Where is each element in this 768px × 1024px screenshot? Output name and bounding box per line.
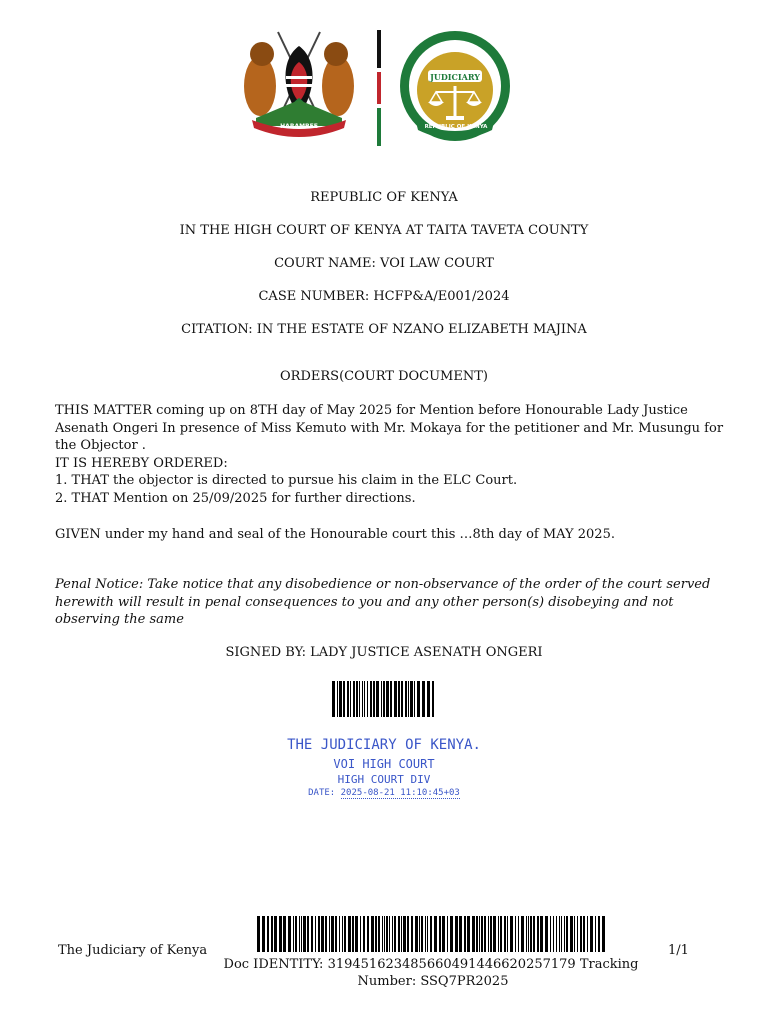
barcode-bar <box>318 916 320 952</box>
barcode-bar <box>526 916 527 952</box>
barcode-bar <box>311 916 313 952</box>
barcode-bar <box>427 681 430 717</box>
barcode-bar <box>362 681 363 717</box>
kenya-coat-of-arms-logo <box>238 28 360 138</box>
barcode-bar <box>545 916 548 952</box>
barcode-bar <box>394 916 396 952</box>
barcode-bar <box>394 681 397 717</box>
barcode-bar <box>389 916 390 952</box>
barcode-bar <box>533 916 535 952</box>
barcode-bar <box>447 916 448 952</box>
judiciary-seal-bottom-text: REPUBLIC OF KENYA <box>424 124 488 130</box>
barcode-bar <box>417 681 420 717</box>
barcode-bar <box>422 681 425 717</box>
barcode-bar <box>315 916 316 952</box>
barcode-bar <box>299 916 300 952</box>
barcode-bar <box>540 916 543 952</box>
stamp-line-division: HIGH COURT DIV <box>337 773 431 786</box>
barcode-bar <box>518 916 519 952</box>
barcode-bar <box>414 681 415 717</box>
barcode-bar <box>472 916 475 952</box>
barcode-bar <box>381 681 382 717</box>
barcode-bar <box>537 916 539 952</box>
barcode-bar <box>283 916 286 952</box>
barcode-bar <box>410 681 413 717</box>
barcode-bar <box>570 916 573 952</box>
barcode-bar <box>274 916 277 952</box>
barcode-bar <box>307 916 309 952</box>
judiciary-seal-top-text: JUDICIARY <box>430 72 480 82</box>
barcode-bar <box>455 916 458 952</box>
footer-page-number: 1/1 <box>668 943 689 958</box>
case-number-heading: CASE NUMBER: HCFP&A/E001/2024 <box>258 289 510 304</box>
barcode-bar <box>375 916 377 952</box>
barcode-bar <box>598 916 600 952</box>
barcode-bar <box>382 916 383 952</box>
barcode-bar <box>339 916 340 952</box>
barcode-bar <box>590 916 593 952</box>
barcode-bar <box>407 916 409 952</box>
barcode-bar <box>384 916 385 952</box>
barcode-bar <box>515 916 516 952</box>
barcode-bar <box>271 916 273 952</box>
barcode-bar <box>408 681 409 717</box>
barcode-bar <box>434 916 437 952</box>
order-item-2: 2. THAT Mention on 25/09/2025 for further directions. <box>55 490 416 506</box>
coat-of-arms-banner-text: HARAMBEE <box>280 123 318 130</box>
footer-tracking: Number: SSQ7PR2025 <box>357 974 509 989</box>
signed-by-line: SIGNED BY: LADY JUSTICE ASENATH ONGERI <box>225 645 543 660</box>
barcode-bar <box>295 916 297 952</box>
barcode-bar <box>370 681 372 717</box>
barcode-bar <box>403 916 406 952</box>
footer-doc-identity: Doc IDENTITY: 31945162348566049144662025​7179 Tracking <box>223 957 639 972</box>
barcode-bar <box>378 916 380 952</box>
barcode-bar <box>561 916 562 952</box>
barcode-bar <box>507 916 508 952</box>
barcode-bar <box>419 916 420 952</box>
barcode-bar <box>488 916 489 952</box>
barcode-bar <box>476 916 478 952</box>
republic-heading: REPUBLIC OF KENYA <box>310 190 458 205</box>
barcode-bar <box>602 916 605 952</box>
stamp-date <box>0 788 768 798</box>
barcode-bar <box>439 916 441 952</box>
barcode-bar <box>257 916 260 952</box>
barcode-bar <box>301 916 302 952</box>
orders-body <box>55 402 725 508</box>
barcode-bar <box>528 916 529 952</box>
barcode-bar <box>325 916 327 952</box>
barcode-bar <box>510 916 513 952</box>
barcode-bar <box>373 681 375 717</box>
barcode-bar <box>355 916 358 952</box>
barcode-bar <box>595 916 596 952</box>
barcode-bar <box>500 916 502 952</box>
barcode-bar <box>279 916 282 952</box>
barcode-bar <box>344 916 346 952</box>
barcode-bar <box>530 916 532 952</box>
stamp-line-judiciary: THE JUDICIARY OF KENYA. <box>287 737 481 753</box>
barcode-bar <box>335 916 337 952</box>
citation-heading: CITATION: IN THE ESTATE OF NZANO ELIZABETH MAJINA <box>181 322 587 337</box>
barcode-bar <box>303 916 306 952</box>
barcode-bar <box>339 681 342 717</box>
barcode-bar <box>556 916 557 952</box>
barcode-bar <box>564 916 565 952</box>
barcode-bar <box>363 916 365 952</box>
barcode-bar <box>350 681 351 717</box>
barcode-bar <box>386 916 388 952</box>
barcode-bar <box>267 916 269 952</box>
barcode-bar <box>348 916 351 952</box>
matter-paragraph: THIS MATTER coming up on 8TH day of May 2025 for Mention before Honourable Lady Justice Asenath Ongeri In presence of Miss Kemuto with Mr. Mokaya for the petitioner and Mr. Musungu for the Objector . <box>55 403 724 454</box>
document-type-heading: ORDERS(COURT DOCUMENT) <box>280 369 488 384</box>
barcode-bar <box>504 916 506 952</box>
barcode-bar <box>383 681 385 717</box>
signature-barcode <box>332 681 436 717</box>
barcode-bar <box>566 916 568 952</box>
barcode-bar <box>401 916 402 952</box>
barcode-bar <box>498 916 499 952</box>
barcode-bar <box>521 916 524 952</box>
footer-left-label: The Judiciary of Kenya <box>58 943 208 958</box>
barcode-bar <box>583 916 585 952</box>
barcode-bar <box>392 916 393 952</box>
barcode-bar <box>481 916 483 952</box>
court-name-heading: COURT NAME: VOI LAW COURT <box>274 256 494 271</box>
flag-divider <box>377 30 381 146</box>
barcode-bar <box>398 681 400 717</box>
barcode-bar <box>352 916 354 952</box>
barcode-bar <box>364 681 365 717</box>
barcode-bar <box>553 916 554 952</box>
barcode-bar <box>415 916 418 952</box>
penal-notice: Penal Notice: Take notice that any disobedience or non-observance of the order of the court served herewith will result in penal consequences to you and any other person(s) disobeying and not observing the same <box>55 577 711 628</box>
barcode-bar <box>288 916 291 952</box>
barcode-bar <box>321 916 324 952</box>
barcode-bar <box>262 916 265 952</box>
barcode-bar <box>442 916 445 952</box>
barcode-bar <box>467 916 470 952</box>
barcode-bar <box>332 681 335 717</box>
barcode-bar <box>577 916 578 952</box>
given-paragraph: GIVEN under my hand and seal of the Honourable court this …8th day of MAY 2025. <box>55 527 615 542</box>
barcode-bar <box>353 681 355 717</box>
stamp-line-court: VOI HIGH COURT <box>333 757 435 771</box>
ordered-line: IT IS HEREBY ORDERED: <box>55 455 228 471</box>
document-barcode <box>257 916 607 952</box>
barcode-bar <box>459 916 462 952</box>
barcode-bar <box>479 916 480 952</box>
court-full-heading: IN THE HIGH COURT OF KENYA AT TAITA TAVETA COUNTY <box>179 223 589 238</box>
barcode-bar <box>371 916 374 952</box>
barcode-bar <box>559 916 560 952</box>
barcode-bar <box>401 681 403 717</box>
stamp-date-value: 2025-08-21 11:10:45+03 <box>340 788 460 798</box>
barcode-bar <box>293 916 294 952</box>
barcode-bar <box>464 916 466 952</box>
barcode-bar <box>367 916 369 952</box>
barcode-bar <box>421 916 423 952</box>
barcode-bar <box>580 916 582 952</box>
barcode-bar <box>427 916 428 952</box>
barcode-bar <box>386 681 389 717</box>
barcode-bar <box>484 916 486 952</box>
barcode-bar <box>493 916 496 952</box>
barcode-bar <box>425 916 426 952</box>
order-item-1: 1. THAT the objector is directed to pursue his claim in the ELC Court. <box>55 473 518 489</box>
barcode-bar <box>331 916 334 952</box>
barcode-bar <box>411 916 413 952</box>
barcode-bar <box>450 916 453 952</box>
barcode-bar <box>390 681 392 717</box>
barcode-bar <box>490 916 492 952</box>
barcode-bar <box>587 916 588 952</box>
barcode-bar <box>342 916 343 952</box>
barcode-bar <box>360 916 361 952</box>
barcode-bar <box>356 681 358 717</box>
barcode-bar <box>337 681 338 717</box>
barcode-bar <box>430 916 432 952</box>
barcode-bar <box>367 681 368 717</box>
barcode-bar <box>398 916 400 952</box>
barcode-bar <box>343 681 345 717</box>
barcode-bar <box>359 681 360 717</box>
stamp-date-label: DATE: <box>308 788 341 798</box>
barcode-bar <box>347 681 349 717</box>
barcode-bar <box>376 681 379 717</box>
barcode-bar <box>432 681 434 717</box>
barcode-bar <box>550 916 551 952</box>
barcode-bar <box>329 916 330 952</box>
barcode-bar <box>574 916 575 952</box>
barcode-bar <box>405 681 407 717</box>
